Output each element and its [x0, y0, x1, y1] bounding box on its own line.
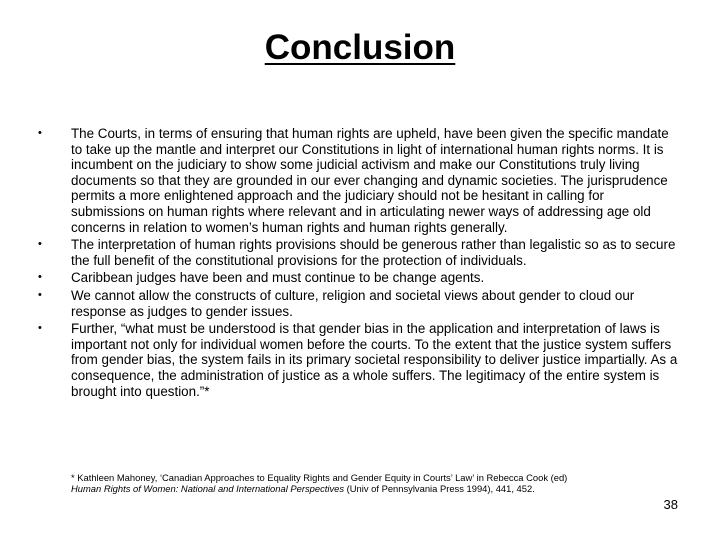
bullet-text: Further, “what must be understood is that gender bias in the application and interpretation of laws is important not only for individual women before the courts. To the extent that the justice system suffers from gender bias, the system fails in its primary societal responsibility to deliver justice impartially. As a consequence, the administration of justice as a whole suffers. The legitimacy of the entire system is brought into question.”* — [71, 321, 678, 399]
bullet-item-judges — [38, 270, 680, 286]
bullet-text: The interpretation of human rights provisions should be generous rather than legalistic so as to secure the full benefit of the constitutional provisions for the protection of individuals. — [71, 237, 676, 268]
page-number: 38 — [663, 497, 678, 512]
footnote — [71, 472, 671, 494]
slide-title: Conclusion — [264, 28, 456, 67]
footnote-book-title: Human Rights of Women: National and International Perspectives — [71, 483, 345, 494]
bullet-item-culture — [38, 288, 680, 319]
bullet-item-courts — [38, 126, 680, 235]
bullet-icon: • — [38, 238, 42, 251]
bullet-item-gender-bias — [38, 321, 680, 399]
bullet-item-interpretation — [38, 237, 680, 268]
bullet-icon: • — [38, 322, 42, 335]
footnote-citation: * Kathleen Mahoney, ‘Canadian Approaches to Equality Rights and Gender Equity in Courts’ Law’ in Rebecca Cook (ed) — [71, 472, 568, 483]
bullet-icon: • — [38, 271, 42, 284]
bullet-text: Caribbean judges have been and must continue to be change agents. — [71, 270, 485, 286]
bullet-list — [38, 126, 680, 401]
bullet-icon: • — [38, 288, 42, 301]
bullet-icon: • — [38, 127, 42, 139]
footnote-publisher: (Univ of Pennsylvania Press 1994), 441, 452. — [344, 483, 535, 494]
bullet-text: We cannot allow the constructs of culture, religion and societal views about gender to cloud our response as judges to gender issues. — [71, 287, 635, 319]
bullet-text: The Courts, in terms of ensuring that human rights are upheld, have been given the specific mandate to take up the mantle and interpret our Constitutions in light of international human rights norms. It is incumbent on the judiciary to show some judicial activism and make our Constitutions truly living documents so that they are grounded in our ever changing and dynamic societies. The jurisprudence permits a more enlightened approach and the judiciary should not be hesitant in calling for submissions on human rights where relevant and in articulating newer ways of addressing age old concerns in relation to women’s human rights and human rights generally. — [71, 126, 669, 235]
